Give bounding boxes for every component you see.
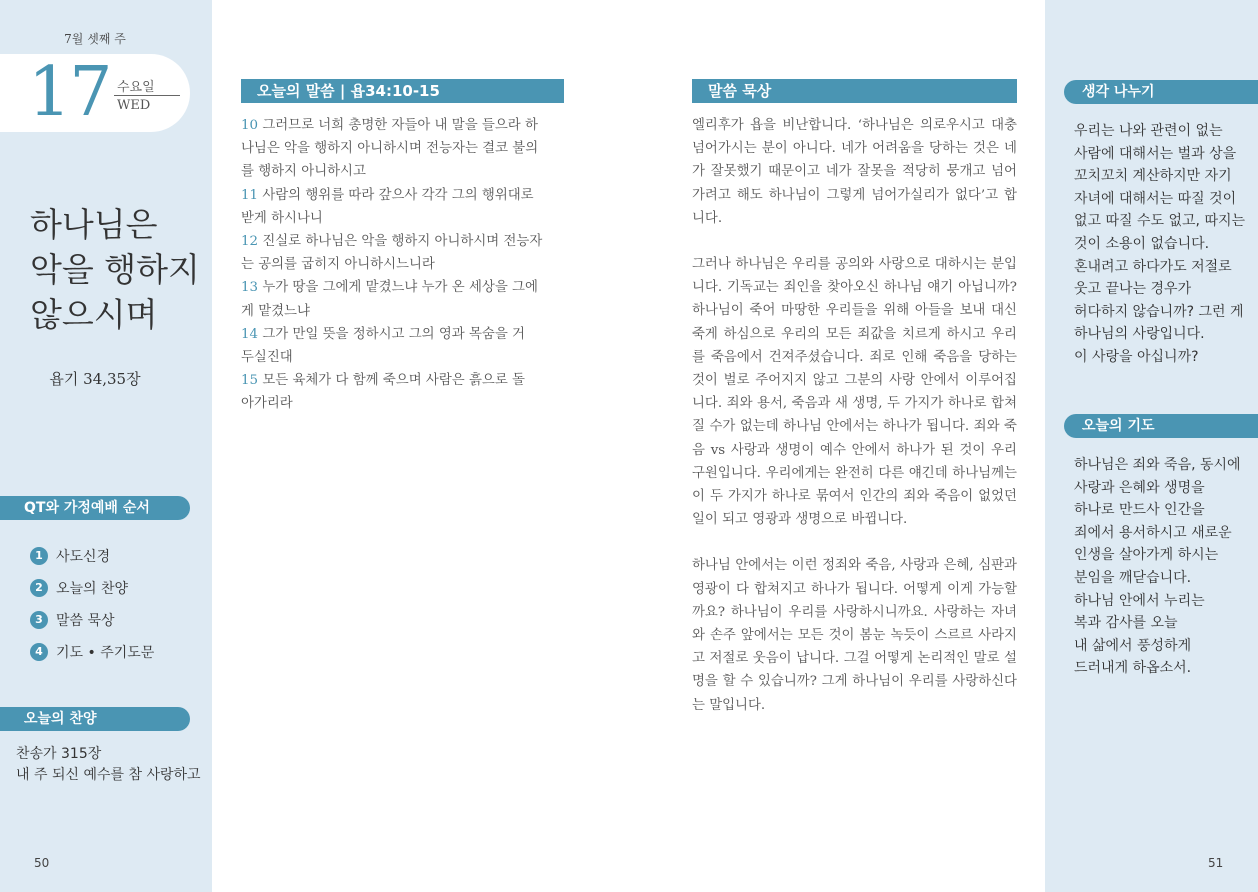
page-title bbox=[30, 202, 210, 337]
prayer-line: 죄에서 용서하시고 새로운 bbox=[1074, 524, 1232, 541]
prayer-text bbox=[1074, 454, 1254, 680]
hymn-heading: 오늘의 찬양 bbox=[0, 707, 190, 731]
verse-line: 는 공의를 굽히지 아니하시느니라 bbox=[241, 257, 435, 273]
verse-line: 게 맡겼느냐 bbox=[241, 303, 310, 319]
scripture-heading: 오늘의 말씀 | 욥34:10-15 bbox=[241, 79, 564, 103]
verse-number: 10 bbox=[241, 118, 259, 133]
verse-line: 누가 땅을 그에게 맡겼느냐 누가 온 세상을 그에 bbox=[262, 280, 538, 296]
qt-order-heading: QT와 가정예배 순서 bbox=[0, 496, 190, 520]
verse-number: 15 bbox=[241, 373, 259, 389]
list-item-label: 기도 • 주기도문 bbox=[56, 645, 155, 661]
bible-reading: 욥기 34,35장 bbox=[49, 370, 141, 388]
prayer-line: 사랑과 은혜와 생명을 bbox=[1074, 479, 1205, 496]
verse-line: 그가 만일 뜻을 정하시고 그의 영과 목숨을 거 bbox=[262, 326, 525, 342]
number-badge: 4 bbox=[30, 643, 48, 661]
verse bbox=[241, 369, 563, 415]
meditation-paragraph: 엘리후가 욥을 비난합니다. ‘하나님은 의로우시고 대충 넘어가시는 분이 아니다. 네가 어려움을 당하는 것은 네가 잘못했기 때문이고 네가 잘못을 적당히 뭉개고 넘어가려고 해도 하나님이 그렇게 넘어가실리가 없다’고 합니다. bbox=[692, 118, 1017, 226]
verse-line: 나님은 악을 행하지 아니하시며 전능자는 결코 불의 bbox=[241, 141, 539, 157]
title-line: 하나님은 bbox=[30, 205, 158, 244]
sharing-text bbox=[1074, 120, 1254, 369]
verse-line: 그러므로 너희 총명한 자들아 내 말을 들으라 하 bbox=[262, 118, 538, 133]
verse bbox=[241, 230, 563, 276]
day-number: 17 bbox=[28, 53, 111, 132]
day-korean: 수요일 bbox=[117, 80, 155, 95]
prayer-line: 인생을 살아가게 하시는 bbox=[1074, 547, 1219, 564]
sharing-line: 우리는 나와 관련이 없는 bbox=[1074, 123, 1223, 139]
sharing-line: 없고 따질 수도 없고, 따지는 bbox=[1074, 213, 1246, 230]
prayer-line: 내 삶에서 풍성하게 bbox=[1074, 637, 1192, 654]
prayer-line: 하나로 만드사 인간을 bbox=[1074, 502, 1205, 519]
meditation-heading: 말씀 묵상 bbox=[692, 79, 1017, 103]
hymn-info bbox=[16, 744, 201, 786]
title-line: 악을 행하지 bbox=[30, 250, 200, 289]
verse-line: 받게 하시나니 bbox=[241, 210, 323, 226]
verse-number: 13 bbox=[241, 280, 259, 296]
hymn-title: 내 주 되신 예수를 참 사랑하고 bbox=[16, 767, 201, 783]
verse-line: 두실진대 bbox=[241, 350, 293, 366]
verse-number: 11 bbox=[241, 187, 259, 203]
prayer-line: 하나님은 죄와 죽음, 동시에 bbox=[1074, 457, 1241, 473]
number-badge: 1 bbox=[30, 547, 48, 565]
sharing-line: 허다하지 않습니까? 그런 게 bbox=[1074, 303, 1244, 320]
sharing-heading: 생각 나누기 bbox=[1064, 80, 1258, 104]
day-english: WED bbox=[117, 98, 151, 113]
verse-line: 아가리라 bbox=[241, 396, 293, 412]
hymn-number: 찬송가 315장 bbox=[16, 746, 102, 762]
verse-line: 모든 육체가 다 함께 죽으며 사람은 흙으로 돌 bbox=[262, 373, 525, 389]
list-item bbox=[30, 636, 154, 668]
week-label: 7월 셋째 주 bbox=[64, 32, 126, 46]
day-divider bbox=[114, 95, 180, 96]
meditation-paragraph: 하나님 안에서는 이런 정죄와 죽음, 사랑과 은혜, 심판과 영광이 다 합쳐지고 하나가 됩니다. 어떻게 이게 가능할까요? 하나님이 우리를 사랑하시니까요. 사랑하는 자녀와 손주 앞에서는 모든 것이 봄눈 녹듯이 스르르 사라지고 저절로 웃음이 납니다. 그걸 어떻게 논리적인 말로 설명을 할 수 있습니까? 그게 하나님이 우리를 사랑하신다는 말입니다. bbox=[692, 558, 1017, 713]
sharing-line: 자녀에 대해서는 따질 것이 bbox=[1074, 190, 1237, 207]
verse bbox=[241, 276, 563, 322]
title-line: 않으시며 bbox=[30, 295, 158, 334]
prayer-line: 복과 감사를 오늘 bbox=[1074, 615, 1178, 632]
sharing-line: 웃고 끝나는 경우가 bbox=[1074, 281, 1192, 298]
verse bbox=[241, 114, 563, 184]
prayer-line: 드러내게 하옵소서. bbox=[1074, 660, 1192, 677]
verse-line: 사람의 행위를 따라 갚으사 각각 그의 행위대로 bbox=[262, 187, 534, 203]
sharing-line: 이 사랑을 아십니까? bbox=[1074, 348, 1199, 365]
sharing-line: 하나님의 사랑입니다. bbox=[1074, 326, 1205, 343]
page-number-left: 50 bbox=[34, 856, 50, 870]
verse bbox=[241, 184, 563, 230]
sharing-line: 혼내려고 하다가도 저절로 bbox=[1074, 258, 1232, 275]
meditation-text bbox=[692, 114, 1017, 740]
prayer-line: 하나님 안에서 누리는 bbox=[1074, 592, 1205, 609]
prayer-line: 분임을 깨닫습니다. bbox=[1074, 569, 1192, 586]
list-item-label: 사도신경 bbox=[56, 549, 111, 565]
prayer-heading: 오늘의 기도 bbox=[1064, 414, 1258, 438]
page-number-right: 51 bbox=[1208, 856, 1224, 870]
list-item bbox=[30, 604, 154, 636]
scripture-text bbox=[241, 114, 563, 416]
number-badge: 2 bbox=[30, 579, 48, 597]
verse-number: 12 bbox=[241, 234, 259, 250]
meditation-paragraph: 그러나 하나님은 우리를 공의와 사랑으로 대하시는 분입니다. 기독교는 죄인을 찾아오신 하나님 얘기 아닙니까? 하나님이 죽어 마땅한 우리들을 위해 아들을 보내 대신 죽게 하심으로 우리의 모든 죄값을 치르게 하시고 우리를 죽음에서 건져주셨습니다. 죄로 인해 죽음을 당하는 것이 벌로 주어지지 않고 그분의 사랑 안에서 이루어집니다. 죄와 용서, 죽음과 새 생명, 두 가지가 하나로 합쳐질 수가 없는데 하나님 안에서는 하나가 됩니다. 죄와 죽음 vs 사랑과 생명이 예수 안에서 하나가 된 것이 우리 구원입니다. 우리에게는 완전히 다른 얘긴데 하나님께는 이 두 가지가 하나로 묶여서 인간의 죄와 죽음이 없었던 일이 되고 영광과 생명으로 바뀝니다. bbox=[692, 257, 1017, 528]
verse-line: 진실로 하나님은 악을 행하지 아니하시며 전능자 bbox=[262, 234, 543, 250]
verse bbox=[241, 323, 563, 369]
list-item-label: 오늘의 찬양 bbox=[56, 581, 129, 597]
number-badge: 3 bbox=[30, 611, 48, 629]
list-item bbox=[30, 540, 154, 572]
sharing-line: 사람에 대해서는 벌과 상을 bbox=[1074, 145, 1237, 162]
qt-order-list bbox=[30, 540, 154, 668]
verse-number: 14 bbox=[241, 326, 259, 342]
verse-line: 를 행하지 아니하시고 bbox=[241, 164, 366, 180]
sharing-line: 꼬치꼬치 계산하지만 자기 bbox=[1074, 168, 1232, 185]
list-item bbox=[30, 572, 154, 604]
list-item-label: 말씀 묵상 bbox=[56, 613, 115, 629]
sharing-line: 것이 소용이 없습니다. bbox=[1074, 235, 1210, 252]
